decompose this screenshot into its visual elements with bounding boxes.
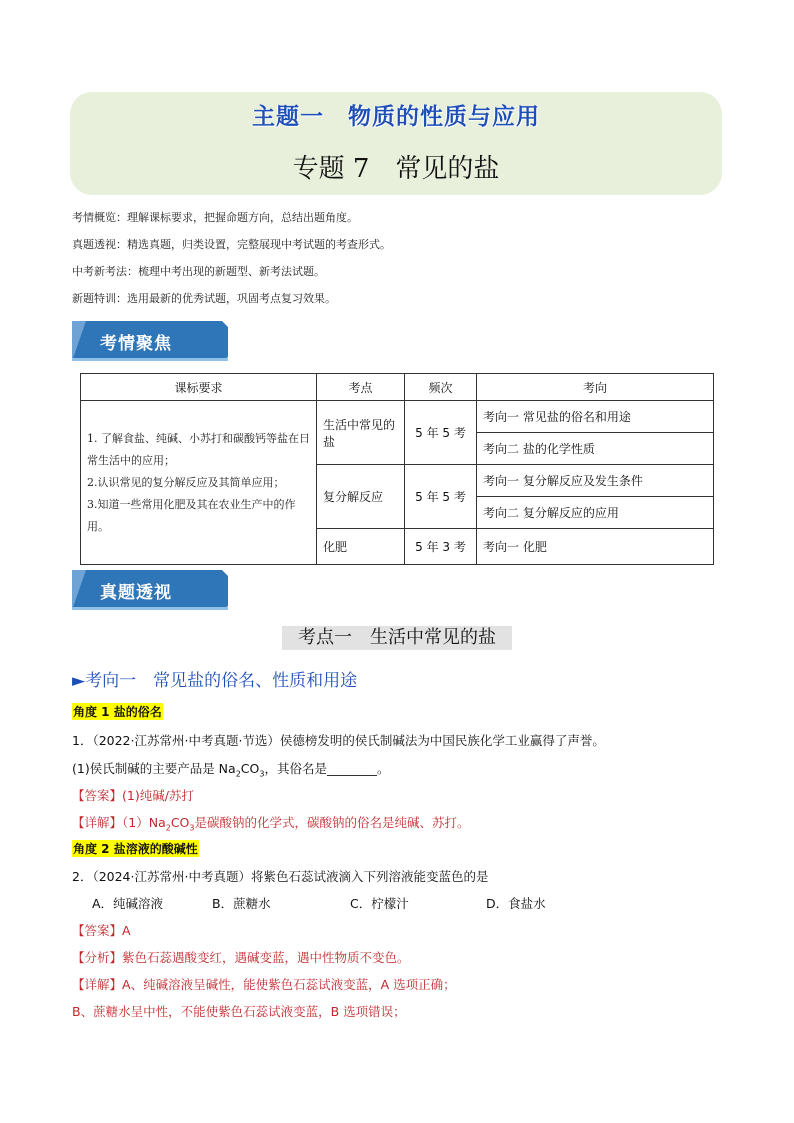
answer-text: (1)纯碱/苏打 [122, 788, 194, 803]
table-row [81, 401, 714, 433]
direction-cell: 考向一 复分解反应及发生条件 [477, 465, 714, 497]
detail-text: CO [170, 815, 190, 830]
detail-text: A、纯碱溶液呈碱性，能使紫色石蕊试液变蓝，A 选项正确； [122, 977, 456, 992]
section-tag-real-label: 真题透视 [100, 583, 172, 603]
table-header: 考点 [317, 374, 405, 401]
table-header: 考向 [477, 374, 714, 401]
intro-line-2: 真题透视：精选真题，归类设置，完整展现中考试题的考查形式。 [72, 238, 391, 251]
requirements-text: 1. 了解食盐、纯碱、小苏打和碳酸钙等盐在日常生活中的应用； 2.认识常见的复分解反应及其简单应用； 3.知道一些常用化肥及其在农业生产中的作用。 [87, 431, 310, 533]
detail-label: 【详解】 [72, 815, 123, 830]
detail-2-continued: B、蔗糖水呈中性，不能使紫色石蕊试液变蓝，B 选项错误； [72, 1004, 406, 1019]
section-tag-real [72, 570, 228, 610]
direction-cell: 考向一 常见盐的俗名和用途 [477, 401, 714, 433]
table-header: 频次 [405, 374, 477, 401]
point-cell: 化肥 [317, 529, 405, 565]
q1-text-before: (1)侯氏制碱的主要产品是 Na [72, 761, 236, 776]
answer-1 [72, 786, 194, 804]
topic-subtitle: 专题 7 常见的盐 [292, 154, 500, 184]
theme-title: 主题一 物质的性质与应用 [252, 104, 540, 130]
q1-subscript: 2 [235, 769, 241, 779]
freq-cell: 5 年 5 考 [405, 401, 477, 465]
detail-subscript: 2 [165, 823, 171, 833]
table-header-row [81, 374, 714, 401]
freq-cell: 5 年 3 考 [405, 529, 477, 565]
section-tag-focus [72, 321, 228, 361]
detail-label: 【详解】 [72, 977, 123, 992]
answer-label: 【答案】 [72, 923, 123, 938]
detail-text: 是碳酸钠的化学式，碳酸钠的俗名是纯碱、苏打。 [194, 815, 470, 830]
freq-cell: 5 年 5 考 [405, 465, 477, 529]
direction-cell: 考向二 复分解反应的应用 [477, 497, 714, 529]
question-1: 1．（2022·江苏常州·中考真题·节选）侯德榜发明的侯氏制碱法为中国民族化学工业赢得了声誉。 [72, 733, 605, 748]
answer-2 [72, 921, 131, 939]
detail-subscript: 3 [189, 823, 195, 833]
angle-label-1: 角度 1 盐的俗名 [73, 705, 162, 719]
direction-cell: 考向一 化肥 [477, 529, 714, 565]
q1-text-after: ，其俗名是________。 [264, 761, 390, 776]
option-b: B．蔗糖水 [212, 896, 271, 911]
detail-2 [72, 975, 456, 993]
intro-line-3: 中考新考法：梳理中考出现的新题型、新考法试题。 [72, 265, 325, 278]
table-header: 课标要求 [81, 374, 317, 401]
topic-heading: 考点一 生活中常见的盐 [282, 626, 512, 650]
option-a: A．纯碱溶液 [92, 896, 164, 911]
q1-text-mid: CO [240, 761, 260, 776]
option-d: D．食盐水 [486, 896, 546, 911]
analysis-label: 【分析】 [72, 950, 123, 965]
point-cell: 复分解反应 [317, 465, 405, 529]
requirements-table [80, 373, 714, 565]
question-1-part-1 [72, 759, 389, 779]
analysis-2 [72, 948, 410, 966]
angle-label-2: 角度 2 盐溶液的酸碱性 [73, 842, 198, 856]
answer-label: 【答案】 [72, 788, 123, 803]
detail-text: （1）Na [122, 815, 166, 830]
title-banner [70, 92, 722, 195]
direction-cell: 考向二 盐的化学性质 [477, 433, 714, 465]
option-c: C．柠檬汁 [350, 896, 409, 911]
requirements-cell [81, 401, 317, 565]
intro-line-1: 考情概览：理解课标要求，把握命题方向，总结出题角度。 [72, 211, 358, 224]
answer-text: A [122, 923, 131, 938]
q1-subscript: 3 [259, 769, 265, 779]
direction-heading: ►考向一 常见盐的俗名、性质和用途 [72, 671, 358, 691]
section-tag-focus-label: 考情聚焦 [100, 334, 172, 354]
analysis-text: 紫色石蕊遇酸变红，遇碱变蓝，遇中性物质不变色。 [122, 950, 410, 965]
point-cell: 生活中常见的盐 [317, 401, 405, 465]
question-2: 2．（2024·江苏常州·中考真题）将紫色石蕊试液滴入下列溶液能变蓝色的是 [72, 869, 489, 884]
detail-1 [72, 813, 470, 833]
intro-line-4: 新题特训：选用最新的优秀试题，巩固考点复习效果。 [72, 292, 336, 305]
